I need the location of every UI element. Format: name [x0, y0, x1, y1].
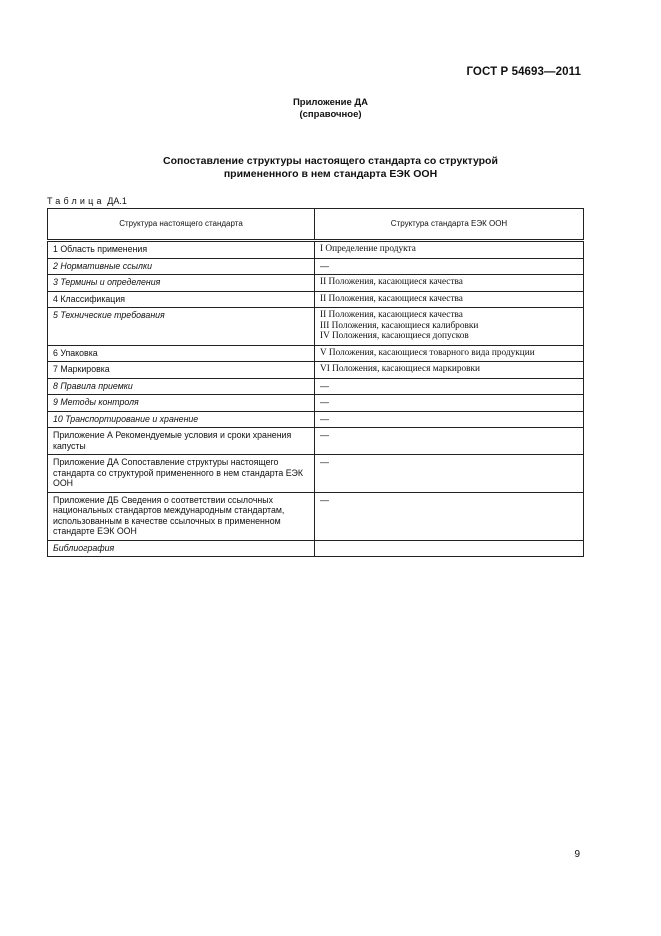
table-row [48, 362, 584, 379]
table-caption-word: Таблица [47, 196, 105, 206]
document-title-line-2: примененного в нем стандарта ЕЭК ООН [223, 168, 438, 180]
table-row [48, 455, 584, 493]
row-classification-right: II Положения, касающиеся качества [315, 291, 584, 308]
annex-heading [0, 97, 661, 121]
document-title-line-1: Сопоставление структуры настоящего стандарта со структурой [163, 155, 498, 167]
annex-subtitle: (справочное) [299, 109, 362, 120]
row-packaging-left: 6 Упаковка [48, 345, 315, 362]
row-annex-a-right: — [315, 428, 584, 455]
column-header-unece-standard: Структура стандарта ЕЭК ООН [315, 209, 584, 241]
standard-code: ГОСТ Р 54693—2011 [466, 66, 581, 78]
table-caption-number: ДА.1 [107, 196, 127, 206]
row-acceptance-right: — [315, 378, 584, 395]
row-terms-left: 3 Термины и определения [48, 275, 315, 292]
table-row [48, 411, 584, 428]
document-title [0, 155, 661, 181]
row-marking-left: 7 Маркировка [48, 362, 315, 379]
row-bibliography-left: Библиография [48, 540, 315, 557]
row-test-methods-right: — [315, 395, 584, 412]
row-annex-db-left: Приложение ДБ Сведения о соответствии ссылочных национальных стандартов международным стандартам, использованным в качестве ссылочных в примененном стандарте ЕЭК ООН [48, 492, 315, 540]
row-annex-da-right: — [315, 455, 584, 493]
row-tech-requirements-right [315, 308, 584, 346]
row-marking-right: VI Положения, касающиеся маркировки [315, 362, 584, 379]
tech-requirements-line-3: IV Положения, касающиеся допусков [320, 331, 469, 341]
row-transport-storage-right: — [315, 411, 584, 428]
row-tech-requirements-left: 5 Технические требования [48, 308, 315, 346]
row-bibliography-right [315, 540, 584, 557]
row-classification-left: 4 Классификация [48, 291, 315, 308]
table-row [48, 428, 584, 455]
row-terms-right: II Положения, касающиеся качества [315, 275, 584, 292]
table-caption [47, 196, 127, 206]
row-test-methods-left: 9 Методы контроля [48, 395, 315, 412]
table-row [48, 258, 584, 275]
row-annex-a-left: Приложение А Рекомендуемые условия и сроки хранения капусты [48, 428, 315, 455]
table-row [48, 275, 584, 292]
annex-title: Приложение ДА [292, 97, 369, 108]
row-normative-refs-right: — [315, 258, 584, 275]
tech-requirements-line-1: II Положения, касающиеся качества [320, 310, 463, 320]
table-row [48, 345, 584, 362]
row-annex-db-right: — [315, 492, 584, 540]
row-scope-left: 1 Область применения [48, 241, 315, 259]
row-annex-da-left: Приложение ДА Сопоставление структуры настоящего стандарта со структурой примененного в нем стандарта ЕЭК ООН [48, 455, 315, 493]
table-row [48, 540, 584, 557]
row-scope-right: I Определение продукта [315, 241, 584, 259]
page-number: 9 [574, 849, 580, 860]
table-row [48, 241, 584, 259]
table-header-row [48, 209, 584, 241]
table-row [48, 395, 584, 412]
row-normative-refs-left: 2 Нормативные ссылки [48, 258, 315, 275]
column-header-this-standard: Структура настоящего стандарта [48, 209, 315, 241]
table-row [48, 492, 584, 540]
table-row [48, 308, 584, 346]
table-row [48, 291, 584, 308]
table-row [48, 378, 584, 395]
comparison-table [47, 208, 584, 557]
tech-requirements-line-2: III Положения, касающиеся калибровки [320, 320, 479, 331]
row-transport-storage-left: 10 Транспортирование и хранение [48, 411, 315, 428]
row-acceptance-left: 8 Правила приемки [48, 378, 315, 395]
row-packaging-right: V Положения, касающиеся товарного вида продукции [315, 345, 584, 362]
